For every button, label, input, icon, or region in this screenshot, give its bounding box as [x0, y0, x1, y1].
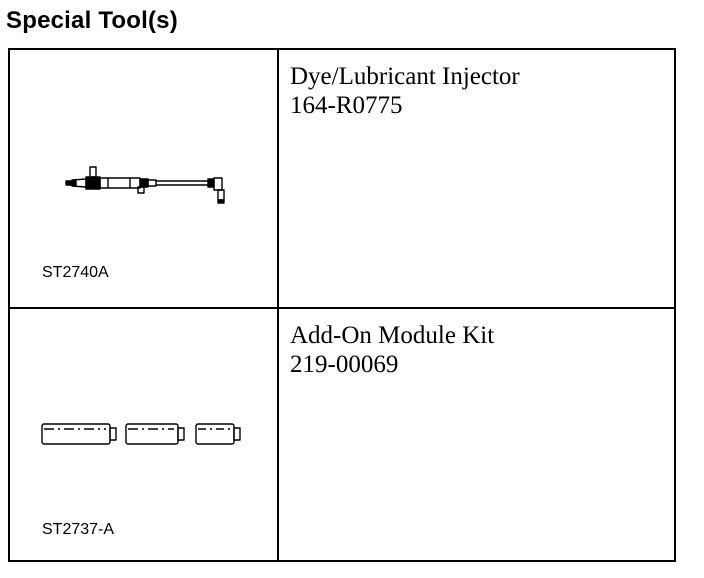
- add-on-module-kit-icon: [40, 414, 246, 454]
- tool-row: [10, 50, 674, 307]
- special-tools-table: [8, 48, 676, 562]
- tool-part-number: 164-R0775: [290, 92, 403, 119]
- tool-image-cell: [10, 309, 279, 562]
- tool-row: [10, 307, 674, 562]
- illustration-ref-code: ST2740A: [42, 264, 109, 281]
- page-title: Special Tool(s): [6, 7, 178, 34]
- tool-description-cell: [279, 50, 674, 307]
- illustration-ref-code: ST2737-A: [42, 521, 115, 538]
- tool-image-cell: [10, 50, 279, 307]
- tool-name: Add-On Module Kit: [290, 322, 495, 349]
- tool-name: Dye/Lubricant Injector: [290, 63, 520, 90]
- tool-part-number: 219-00069: [290, 351, 399, 378]
- tool-description-cell: [279, 309, 674, 562]
- dye-lubricant-injector-icon: [62, 160, 232, 206]
